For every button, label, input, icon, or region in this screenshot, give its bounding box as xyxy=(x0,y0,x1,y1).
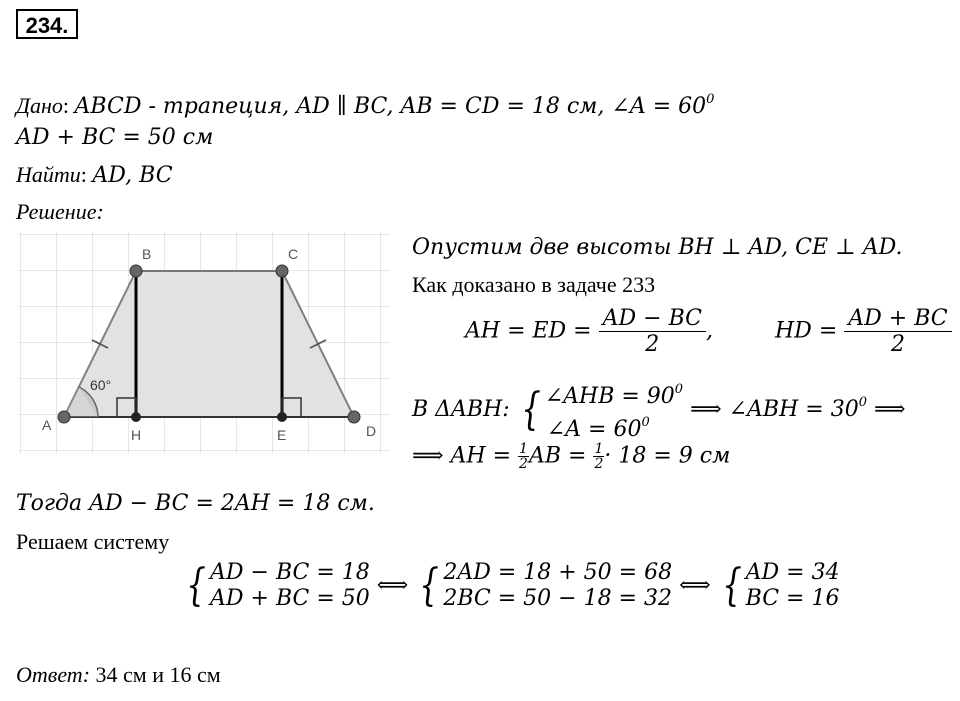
half-1-num: 1 xyxy=(519,441,528,457)
solution-label: Решение: xyxy=(16,199,104,224)
label-d: D xyxy=(366,423,377,439)
half-2-num: 1 xyxy=(594,441,604,457)
trapezoid-figure xyxy=(18,232,390,454)
given-text: ABCD - трапеция, AD ∥ BC, AB = CD = 18 см, ∠A = 60 xyxy=(74,94,707,119)
ah-result-prefix: ⟹ AH = xyxy=(412,443,512,469)
ah-result xyxy=(412,442,730,471)
hd-lhs: HD = xyxy=(775,318,838,344)
answer-line xyxy=(16,661,221,689)
s3-a: AD = 34 xyxy=(745,560,840,585)
point-e xyxy=(277,412,287,422)
label-c: C xyxy=(288,246,299,262)
problem-number: 234. xyxy=(16,9,78,39)
system-1 xyxy=(545,377,683,443)
half-2 xyxy=(593,442,604,471)
find-label: Найти xyxy=(16,162,81,187)
label-h: H xyxy=(131,427,142,443)
system-b xyxy=(443,560,672,612)
ah-lhs: AH = ED = xyxy=(465,318,592,344)
implies-tail: ⟹ xyxy=(873,397,906,422)
iff-1: ⟺ xyxy=(376,573,409,598)
s1-a: AD − BC = 18 xyxy=(210,560,370,585)
solve-system: { AD − BC = 18 AD + BC = 50 ⟺ { 2AD = 18 + 50 = 68 2BC = 50 − 18 = 32 ⟺ { AD = 34 BC = 16 xyxy=(186,560,840,611)
ah-result-mid: AB = xyxy=(528,443,587,469)
solve-label: Решаем систему xyxy=(16,529,170,554)
s1-b: AD + BC = 50 xyxy=(210,586,370,611)
deg-c: 0 xyxy=(858,395,867,410)
given-degree: 0 xyxy=(706,92,715,107)
answer-text: 34 см и 16 см xyxy=(95,662,221,687)
hd-den: 2 xyxy=(890,332,905,357)
angle-label: 60° xyxy=(90,377,112,393)
system-c xyxy=(746,560,840,612)
heights-text: Опустим две высоты BH ⊥ AD, CE ⊥ AD. xyxy=(412,235,903,260)
ah-num: AD − BC xyxy=(599,306,706,332)
s2-a: 2AD = 18 + 50 = 68 xyxy=(443,560,673,585)
right-line-1 xyxy=(412,234,902,260)
iff-2: ⟺ xyxy=(679,573,711,598)
point-d xyxy=(348,411,360,423)
half-1-den: 2 xyxy=(519,456,528,472)
system-a xyxy=(210,560,370,612)
deg-b: 0 xyxy=(641,415,650,430)
hd-formula xyxy=(775,306,952,357)
deg-a: 0 xyxy=(674,382,684,397)
find-line: Найти: AD, BC xyxy=(16,162,173,188)
ah-fraction xyxy=(599,306,706,357)
label-a: A xyxy=(42,417,52,433)
half-2-den: 2 xyxy=(594,456,604,472)
point-b xyxy=(130,265,142,277)
given-line-2: AD + BC = 50 см xyxy=(16,125,214,150)
triangle-system: В ΔABH: { ∠AHB = $90^0$ ∠A = $60^0$ ⟹ ∠ABH = $30^0$ ⟹ xyxy=(412,377,906,443)
label-b: B xyxy=(142,246,152,262)
given-label: Дано xyxy=(16,93,63,118)
point-a xyxy=(58,411,70,423)
hd-num: AD + BC xyxy=(844,306,951,332)
answer-label: Ответ: xyxy=(16,662,91,687)
half-1 xyxy=(518,442,529,471)
ah-den: 2 xyxy=(645,332,660,357)
sys1-b: ∠A = 60 xyxy=(546,417,642,442)
find-text: AD, BC xyxy=(92,163,173,188)
sys1-a: ∠AHB = 90 xyxy=(544,384,675,409)
s3-b: BC = 16 xyxy=(745,586,840,611)
right-line-2: Как доказано в задаче 233 xyxy=(412,272,656,297)
implies-text: ⟹ ∠ABH = 30 xyxy=(690,397,859,422)
hd-fraction xyxy=(844,306,951,357)
s2-b: 2BC = 50 − 18 = 32 xyxy=(443,586,672,611)
ah-result-end: · 18 = 9 см xyxy=(604,443,731,469)
point-c xyxy=(276,265,288,277)
ah-formula: AH = ED = $\frac{AD - BC}{2}$ , xyxy=(465,306,713,357)
point-h xyxy=(131,412,141,422)
then-line: Тогда AD − BC = 2AH = 18 см. xyxy=(16,491,375,516)
triangle-prefix: В ΔABH: xyxy=(412,397,510,422)
given-line: Дано: ABCD - трапеция, AD ∥ BC, AB = CD = 18 см, ∠A = $60^0$ xyxy=(16,92,715,119)
label-e: E xyxy=(277,427,287,443)
